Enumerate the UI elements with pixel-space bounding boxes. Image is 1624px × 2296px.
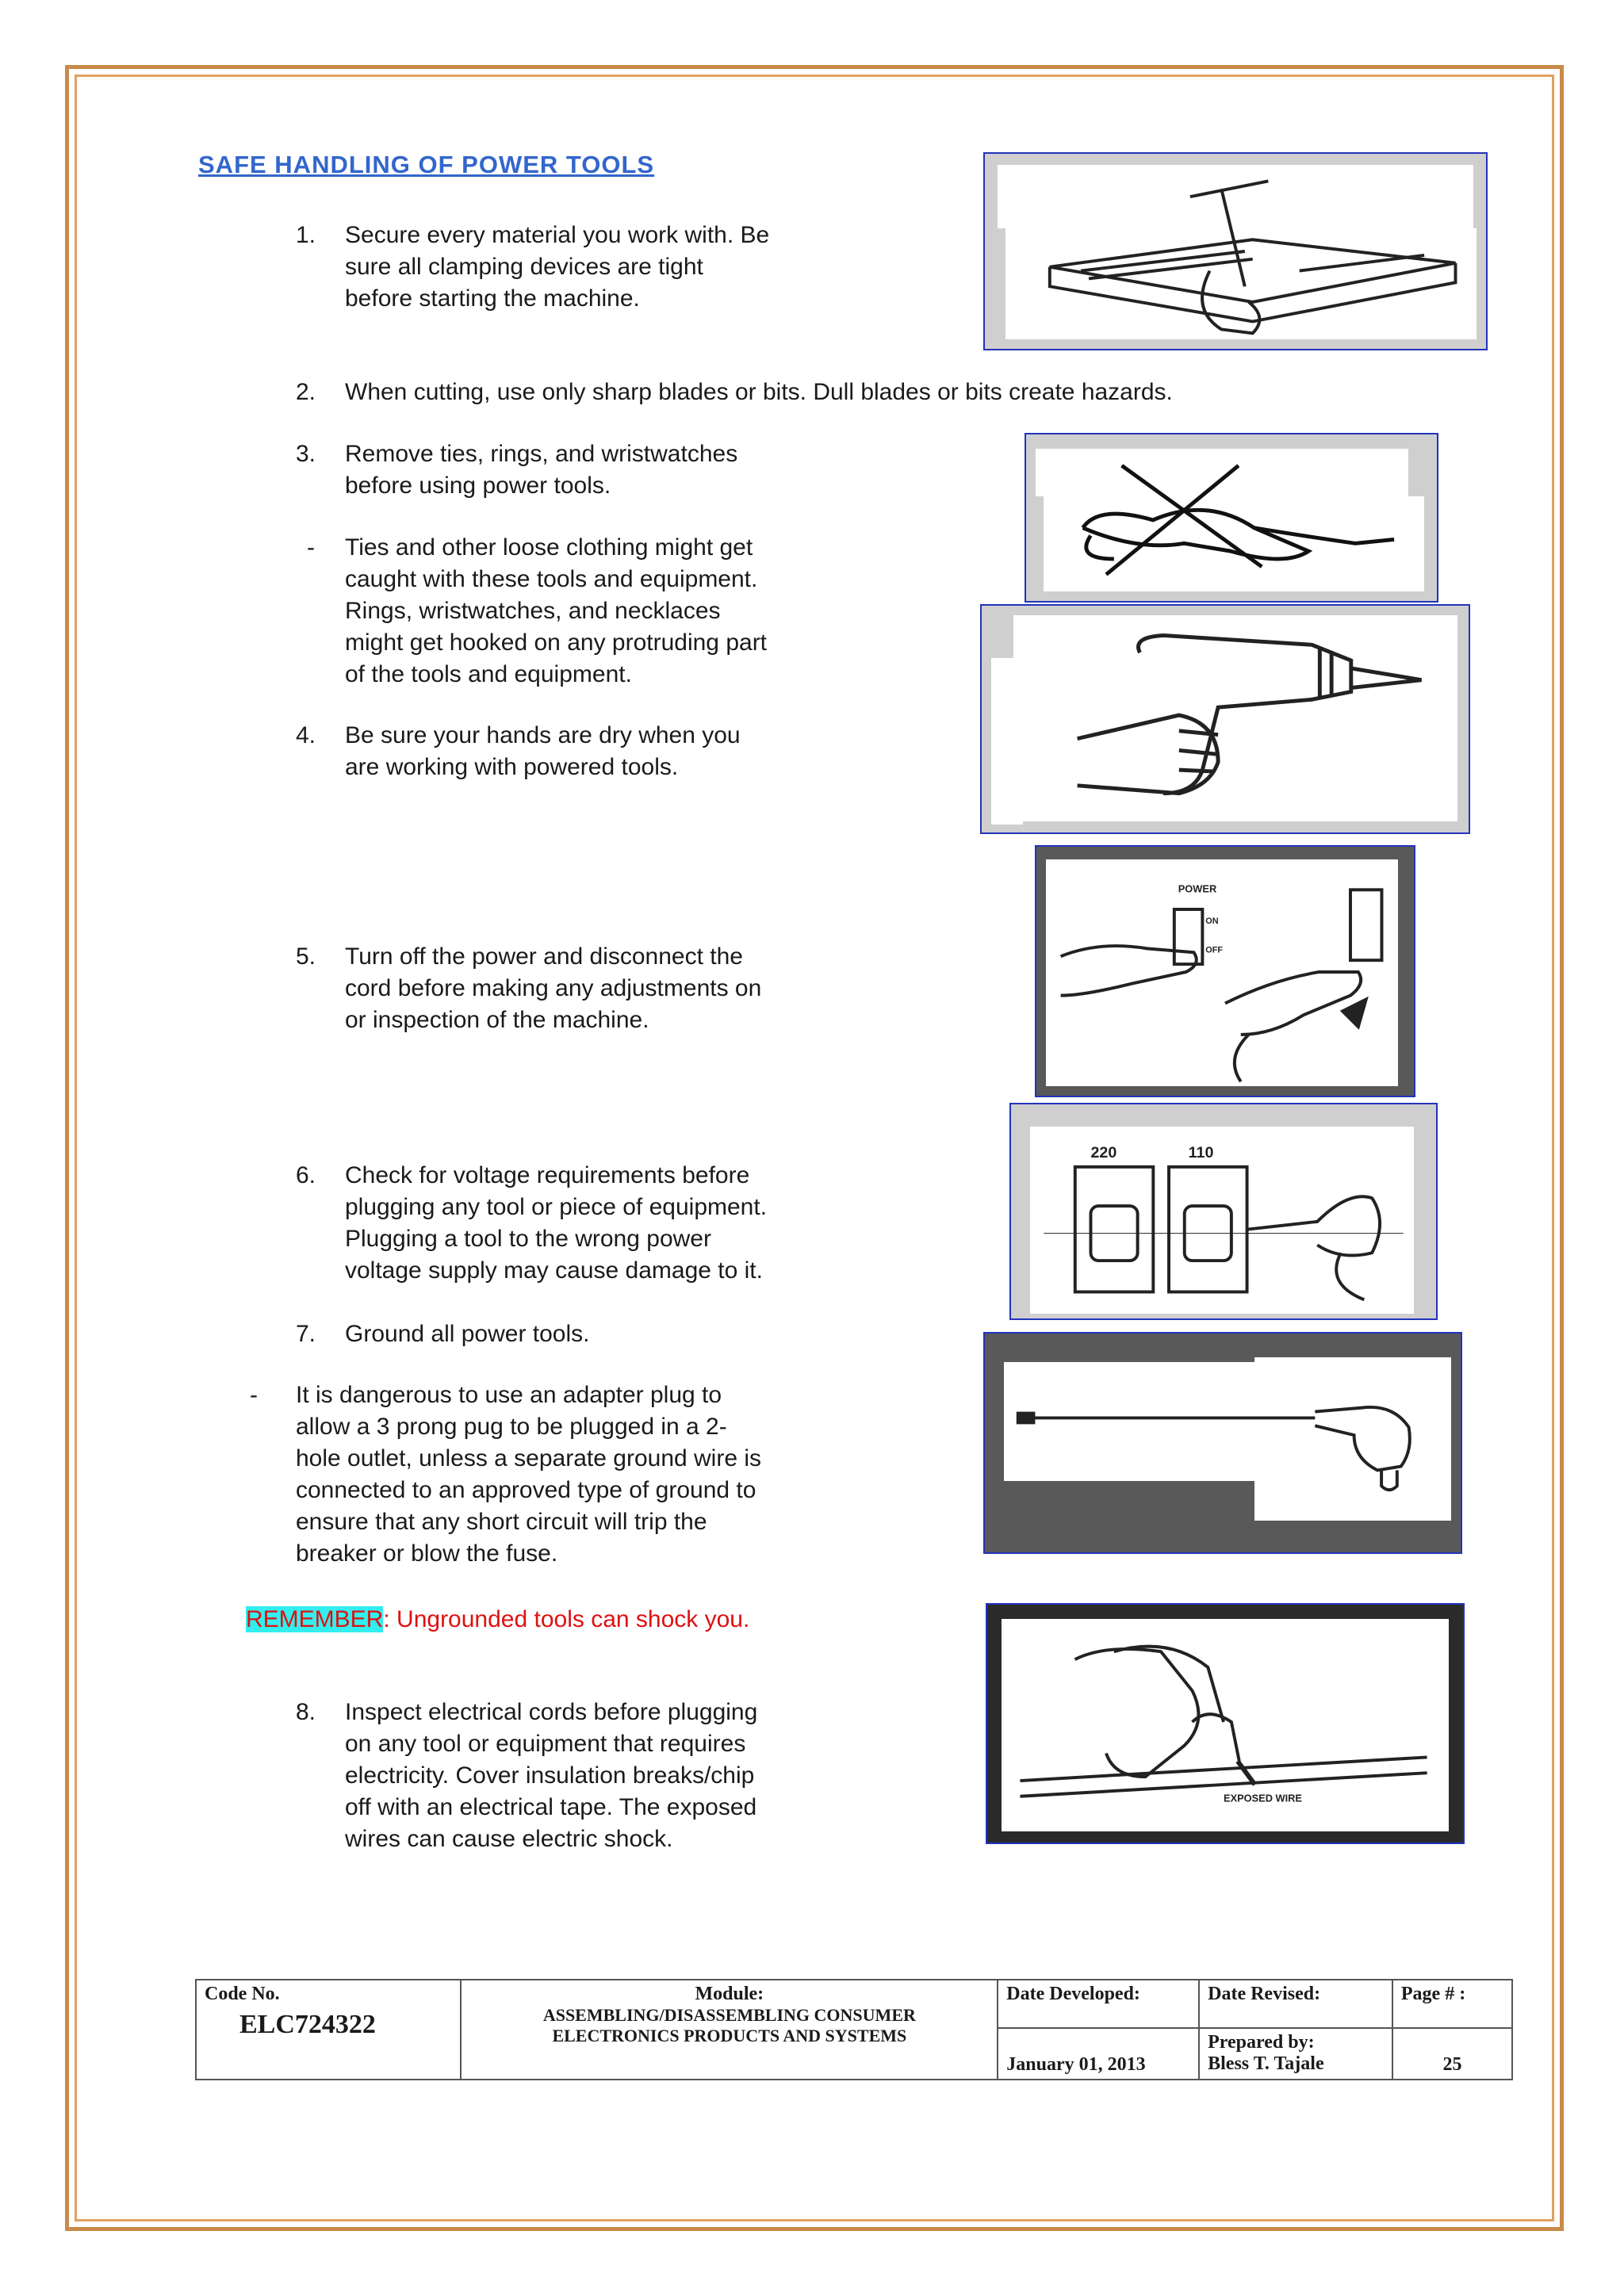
date-developed-label: Date Developed: [998, 1980, 1199, 2028]
item-text: Ground all power tools. [345, 1321, 590, 1347]
crossed-tie-drawing [1026, 434, 1437, 601]
remember-note [246, 1604, 749, 1636]
section-heading: SAFE HANDLING OF POWER TOOLS [198, 151, 655, 178]
remember-text: : Ungrounded tools can shock you. [383, 1606, 750, 1632]
switch-power-label: POWER [1178, 882, 1217, 895]
outlets-drawing [1011, 1104, 1436, 1318]
exposed-wire-drawing [987, 1605, 1463, 1843]
item-text: When cutting, use only sharp blades or bits. Dull blades or bits create hazards. [345, 379, 1173, 405]
module-label: Module: [695, 1984, 764, 2004]
item-number: 8. [296, 1699, 316, 1725]
module-title-line1: ASSEMBLING/DISASSEMBLING CONSUMER [542, 2005, 916, 2025]
item-text: Remove ties, rings, and wristwatches before using power tools. [345, 441, 738, 499]
clamp-illustration [983, 152, 1488, 350]
item-text: Check for voltage requirements before plugging any tool or piece of equipment. Plugging a tool to the wrong power voltage supply may cause damage to it. [345, 1162, 768, 1284]
item-bullet: - [250, 1382, 258, 1408]
item-text: Inspect electrical cords before plugging on any tool or equipment that requires electricity. Cover insulation breaks/chip off with an electrical tape. The exposed wires can cause electric shock. [345, 1699, 758, 1852]
outlet-110-label: 110 [1188, 1144, 1214, 1162]
item-text: Be sure your hands are dry when you are working with powered tools. [345, 722, 741, 780]
page-label: Page # : [1392, 1980, 1512, 2028]
prepared-cell [1199, 2028, 1392, 2080]
code-cell [196, 1980, 461, 2080]
clamp-drawing [985, 154, 1486, 349]
drill-drawing [982, 606, 1469, 832]
switch-off-label: OFF [1205, 945, 1224, 955]
date-revised-label: Date Revised: [1199, 1980, 1392, 2028]
ground-cord-illustration [983, 1332, 1462, 1554]
item-text: It is dangerous to use an adapter plug to allow a 3 prong pug to be plugged in a 2- hole outlet, unless a separate ground wire is connected to an approved type of ground to ensure that any short circuit will trip the breaker or blow the fuse. [296, 1382, 762, 1567]
item-number: 5. [296, 943, 316, 970]
voltage-outlets-illustration [1009, 1103, 1438, 1320]
prepared-label: Prepared by: [1208, 2031, 1315, 2053]
outlet-220-label: 220 [1090, 1144, 1117, 1162]
code-value: ELC724322 [239, 2010, 376, 2039]
item-number: 4. [296, 722, 316, 748]
dry-hands-drill-illustration [980, 604, 1470, 834]
document-footer [195, 1979, 1513, 2080]
prepared-value: Bless T. Tajale [1208, 2053, 1324, 2074]
power-switch-illustration [1035, 845, 1415, 1097]
module-title-line2: ELECTRONICS PRODUCTS AND SYSTEMS [552, 2026, 907, 2045]
item-text: Ties and other loose clothing might get caught with these tools and equipment. Rings, wristwatches, and necklaces might get hooked on any protruding part of the tools and equipment. [345, 534, 768, 687]
item-text: Turn off the power and disconnect the cord before making any adjustments on or inspection of the machine. [345, 943, 762, 1033]
date-developed-value: January 01, 2013 [998, 2028, 1199, 2080]
module-cell [461, 1980, 998, 2080]
no-loose-clothing-illustration [1025, 433, 1438, 603]
switch-on-label: ON [1205, 916, 1219, 926]
item-number: 1. [296, 222, 316, 248]
item-number: 6. [296, 1162, 316, 1188]
item-bullet: - [307, 534, 315, 561]
item-number: 3. [296, 441, 316, 467]
code-label: Code No. [205, 1984, 280, 2004]
item-text: Secure every material you work with. Be sure all clamping devices are tight before starting the machine. [345, 222, 770, 312]
item-number: 7. [296, 1321, 316, 1347]
exposed-wire-label: EXPOSED WIRE [1224, 1792, 1302, 1804]
page-number: 25 [1392, 2028, 1512, 2080]
switch-drawing [1036, 847, 1414, 1096]
cord-drawing [985, 1334, 1461, 1552]
item-number: 2. [296, 379, 316, 405]
exposed-wire-illustration [986, 1603, 1465, 1844]
remember-label: REMEMBER [246, 1606, 384, 1632]
